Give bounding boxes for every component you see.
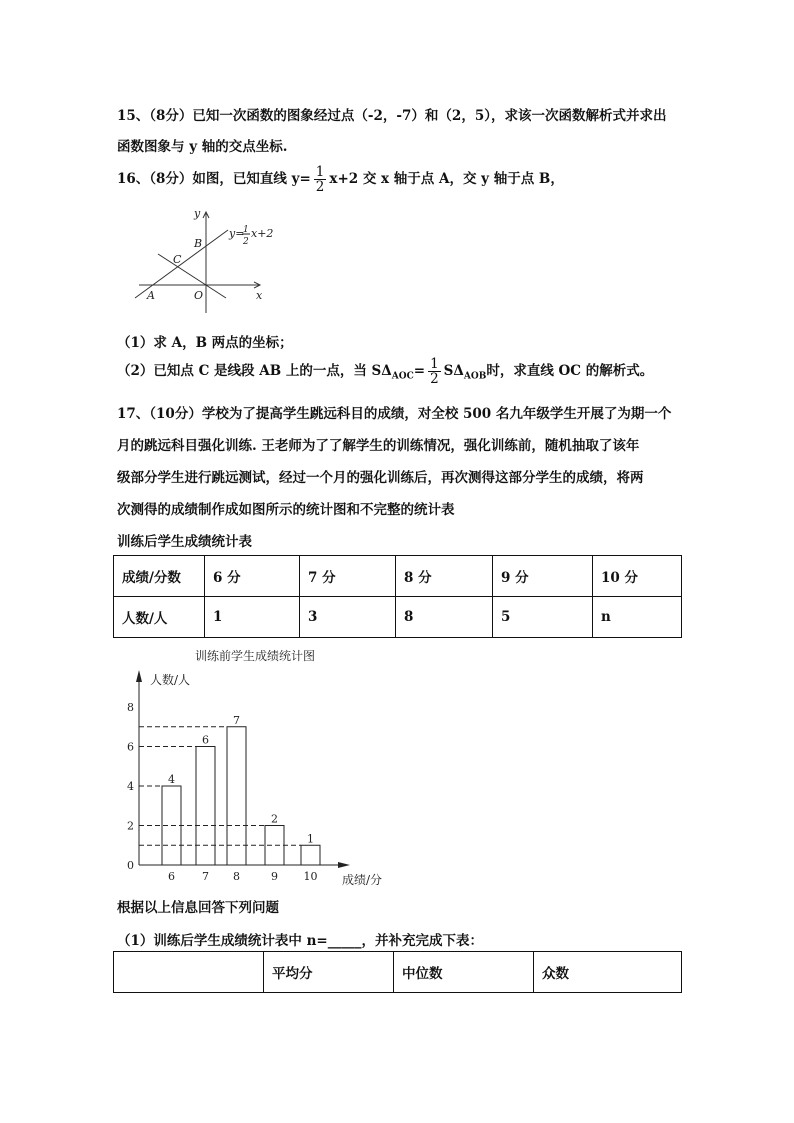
y-axis-label: 人数/人: [150, 673, 191, 687]
q15-line2: 函数图象与 y 轴的交点坐标.: [117, 139, 288, 155]
bar: [196, 747, 215, 866]
prompt: 根据以上信息回答下列问题: [117, 900, 279, 916]
table-cell: 中位数: [394, 952, 534, 993]
point-c-label: C: [173, 253, 182, 266]
table-row: [114, 597, 682, 638]
table-cell: 人数/人: [114, 597, 205, 638]
x-arrow-icon: [338, 862, 350, 868]
point-a-label: A: [147, 289, 155, 302]
y-tick-label: 8: [127, 701, 134, 714]
table-row: [114, 556, 682, 597]
data-label: 4: [168, 773, 175, 786]
q16-figure: [110, 200, 310, 320]
table-cell: [114, 952, 264, 993]
table-cell: 8: [396, 597, 493, 638]
data-label: 2: [271, 812, 278, 826]
table-cell: 6 分: [205, 556, 300, 597]
table-cell: 5: [493, 597, 593, 638]
score-table: [113, 555, 682, 638]
s2: S: [443, 363, 454, 379]
eq-rest: x+2: [251, 227, 274, 240]
frac-den: 2: [315, 179, 325, 195]
table-cell: 1: [205, 597, 300, 638]
frac-num: 1: [315, 164, 325, 180]
q15-line1: 15、（8分）已知一次函数的图象经过点（-2，-7）和（2，5），求该一次函数解析式并求出: [117, 108, 667, 124]
q17-line: 17、（10分）学校为了提高学生跳远科目的成绩，对全校 500 名九年级学生开展了为期一个: [117, 406, 672, 422]
q16-prefix: 16、（8分）如图，已知直线 y=: [117, 171, 311, 187]
table-cell: 平均分: [264, 952, 394, 993]
delta: Δ: [453, 363, 464, 379]
frac-den: 2: [430, 371, 439, 387]
table-row: [114, 952, 682, 993]
data-label: 7: [233, 713, 240, 727]
sub-aoc: AOC: [391, 371, 414, 382]
y-axis-label: y: [194, 207, 201, 220]
fraction: [428, 357, 441, 386]
table-cell: 成绩/分数: [114, 556, 205, 597]
q16-part1: （1）求 A，B 两点的坐标；: [117, 335, 293, 351]
x-tick-label: 10: [303, 870, 318, 883]
delta: Δ: [381, 363, 392, 379]
part2-suffix: 时，求直线 OC 的解析式。: [486, 363, 654, 379]
table-cell: n: [593, 597, 682, 638]
point-b-label: B: [194, 237, 203, 250]
q17-line: 月的跳远科目强化训练. 王老师为了了解学生的训练情况，强化训练前，随机抽取了该年: [117, 438, 640, 454]
table-cell: 众数: [534, 952, 682, 993]
bar: [227, 727, 246, 865]
x-axis-label: x: [256, 289, 263, 302]
bar: [301, 845, 320, 865]
eq-y: y=: [229, 227, 245, 240]
bar-chart: [110, 640, 400, 890]
fraction: [314, 165, 327, 194]
origin-label: O: [194, 289, 204, 302]
x-tick-label: 6: [168, 870, 175, 883]
q16-stem: [117, 165, 564, 194]
y-tick-label: 4: [127, 780, 134, 793]
table-cell: 8 分: [396, 556, 493, 597]
q17-part1: （1）训练后学生成绩统计表中 n=_____，并补充完成下表：: [117, 933, 483, 949]
frac-num: 1: [430, 356, 439, 372]
table-cell: 9 分: [493, 556, 593, 597]
q16-suffix: x+2 交 x 轴于点 A，交 y 轴于点 B，: [329, 171, 564, 187]
y-tick-label: 6: [127, 740, 134, 754]
eq-sign: =: [413, 363, 426, 379]
table-title: 训练后学生成绩统计表: [117, 534, 252, 550]
q17-line: 级部分学生进行跳远测试，经过一个月的强化训练后，再次测得这部分学生的成绩，将两: [117, 470, 644, 486]
x-tick-label: 9: [271, 870, 278, 883]
q16-part2: [117, 357, 653, 386]
x-tick-label: 7: [202, 870, 209, 883]
y-tick-label: 0: [127, 859, 134, 872]
x-tick-label: 8: [233, 870, 240, 883]
table-cell: 7 分: [300, 556, 396, 597]
summary-table: [113, 951, 682, 993]
table-cell: 10 分: [593, 556, 682, 597]
chart-title: 训练前学生成绩统计图: [195, 649, 316, 663]
y-tick-label: 2: [127, 819, 134, 833]
data-label: 1: [307, 832, 314, 846]
data-label: 6: [202, 733, 209, 747]
x-axis-label: 成绩/分: [342, 873, 383, 887]
eq-den: 2: [243, 237, 249, 247]
sub-aob: AOB: [463, 371, 487, 382]
q17-line: 次测得的成绩制作成如图所示的统计图和不完整的统计表: [117, 502, 455, 518]
part2-prefix: （2）已知点 C 是线段 AB 上的一点，当 S: [117, 363, 382, 379]
y-arrow-icon: [136, 670, 142, 682]
eq-num: 1: [243, 225, 249, 235]
table-cell: 3: [300, 597, 396, 638]
